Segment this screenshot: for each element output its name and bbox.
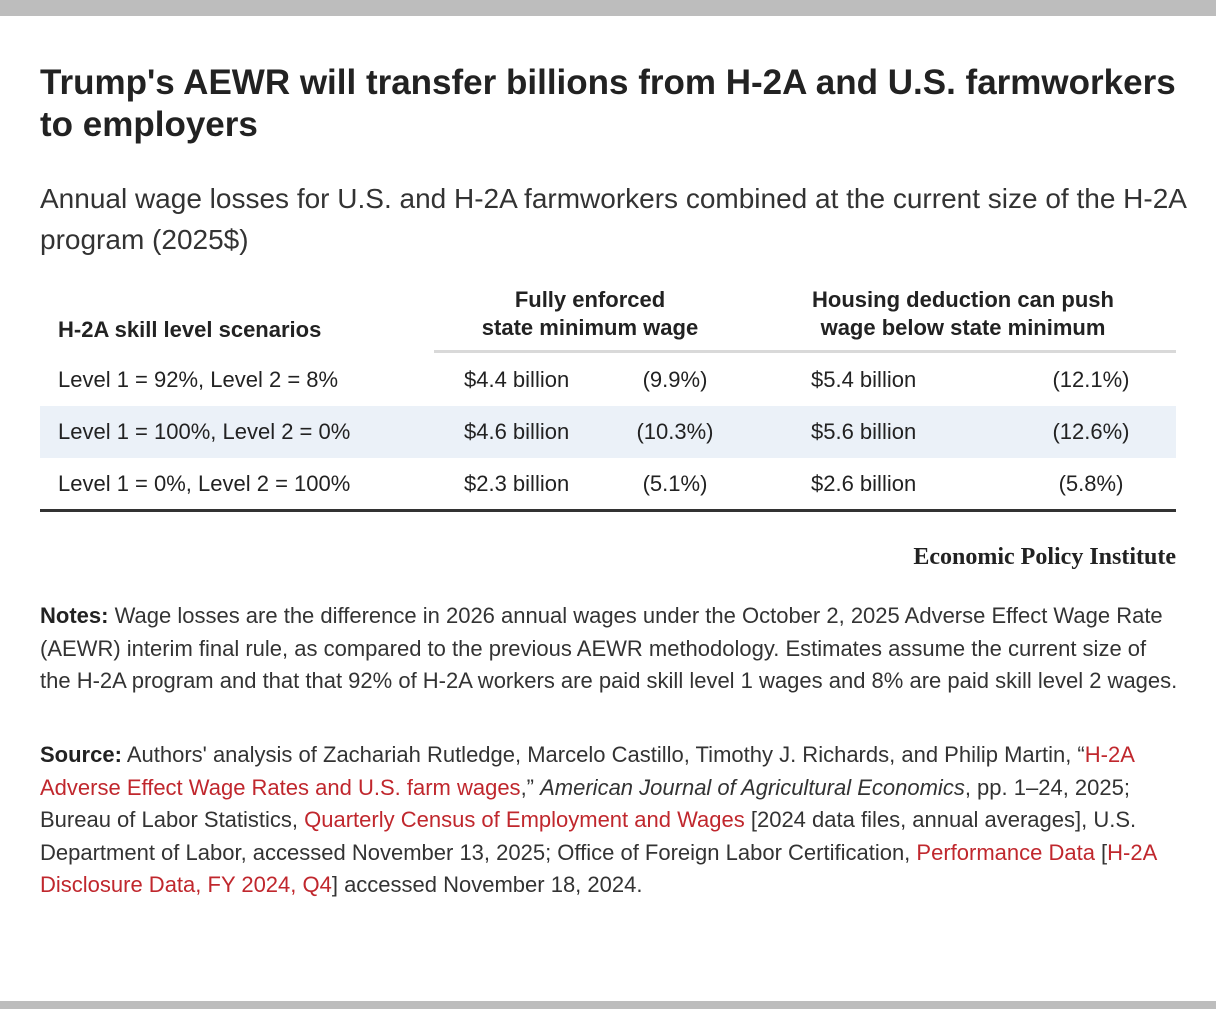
source-link-qcew[interactable]: Quarterly Census of Employment and Wages xyxy=(304,807,745,832)
source-block xyxy=(40,739,1180,902)
source-link-h2a-disclosure-data[interactable]: H-2A Disclosure Data, FY 2024, Q4 xyxy=(40,839,1157,897)
source-text: , pp. 1–24, 2025; Bureau of Labor Statistics, xyxy=(40,774,1130,832)
header-fully-enforced-line1: Fully enforced xyxy=(514,287,666,312)
table-cell-scenario: Level 1 = 92%, Level 2 = 8% xyxy=(58,367,339,392)
header-fully-enforced xyxy=(434,286,746,342)
chart-title: Trump's AEWR will transfer billions from H-2A and U.S. farmworkers to employers xyxy=(40,63,1176,144)
publisher-credit: Economic Policy Institute xyxy=(913,544,1176,570)
bottom-border-bar xyxy=(0,1001,1216,1009)
header-fully-enforced-line2: state minimum wage xyxy=(481,315,699,340)
table-bottom-rule xyxy=(40,509,1176,512)
table-cell-housing-percent: (5.8%) xyxy=(1058,471,1124,496)
source-label: Source: xyxy=(40,742,122,767)
header-housing-deduction xyxy=(750,286,1176,342)
source-text: ,” xyxy=(520,774,541,800)
table-cell-fully-enforced-percent: (9.9%) xyxy=(642,367,708,392)
source-journal-name: American Journal of Agricultural Economics xyxy=(540,774,965,800)
header-divider xyxy=(434,350,1176,353)
table-cell-housing-percent: (12.6%) xyxy=(1052,419,1130,444)
table-cell-fully-enforced-percent: (5.1%) xyxy=(642,471,708,496)
table-row xyxy=(40,406,1176,458)
table-cell-fully-enforced-value: $2.3 billion xyxy=(464,471,570,496)
table-cell-housing-value: $2.6 billion xyxy=(811,471,917,496)
notes-text: Wage losses are the difference in 2026 annual wages under the October 2, 2025 Adverse Effect Wage Rate (AEWR) interim final rule, as compared to the previous AEWR methodology. Estimates assume the current size of the H-2A program and that that 92% of H-2A workers are paid skill level 1 wages and 8% are paid skill level 2 wages. xyxy=(40,603,1178,693)
table-cell-housing-percent: (12.1%) xyxy=(1052,367,1130,392)
table-cell-fully-enforced-percent: (10.3%) xyxy=(636,419,714,444)
chart-subtitle: Annual wage losses for U.S. and H-2A farmworkers combined at the current size of the H-2A program (2025$) xyxy=(40,183,1186,255)
header-scenarios: H-2A skill level scenarios xyxy=(58,317,322,342)
header-housing-deduction-line1: Housing deduction can push xyxy=(812,287,1114,312)
table-cell-scenario: Level 1 = 100%, Level 2 = 0% xyxy=(58,419,351,444)
source-text: ] accessed November 18, 2024. xyxy=(331,872,643,897)
table-cell-housing-value: $5.4 billion xyxy=(811,367,917,392)
table-cell-scenario: Level 1 = 0%, Level 2 = 100% xyxy=(58,471,351,496)
table-cell-fully-enforced-value: $4.6 billion xyxy=(464,419,570,444)
source-text: Authors' analysis of Zachariah Rutledge, Marcelo Castillo, Timothy J. Richards, and Philip Martin, “ xyxy=(121,742,1085,767)
notes-block xyxy=(40,600,1180,698)
notes-label: Notes: xyxy=(40,603,109,628)
source-text: [2024 data files, annual averages], U.S. Department of Labor, accessed November 13, 2025; Office of Foreign Labor Certification, xyxy=(40,807,1137,865)
table-row xyxy=(40,354,1176,406)
table-cell-housing-value: $5.6 billion xyxy=(811,419,917,444)
table-row xyxy=(40,458,1176,510)
source-link-performance-data[interactable]: Performance Data xyxy=(916,839,1095,865)
header-housing-deduction-line2: wage below state minimum xyxy=(820,315,1106,340)
top-border-bar xyxy=(0,0,1216,16)
source-link-h2a-aewr-article[interactable]: H-2A Adverse Effect Wage Rates and U.S. farm wages xyxy=(40,742,1134,800)
table-cell-fully-enforced-value: $4.4 billion xyxy=(464,367,570,392)
source-text: [ xyxy=(1094,839,1108,865)
